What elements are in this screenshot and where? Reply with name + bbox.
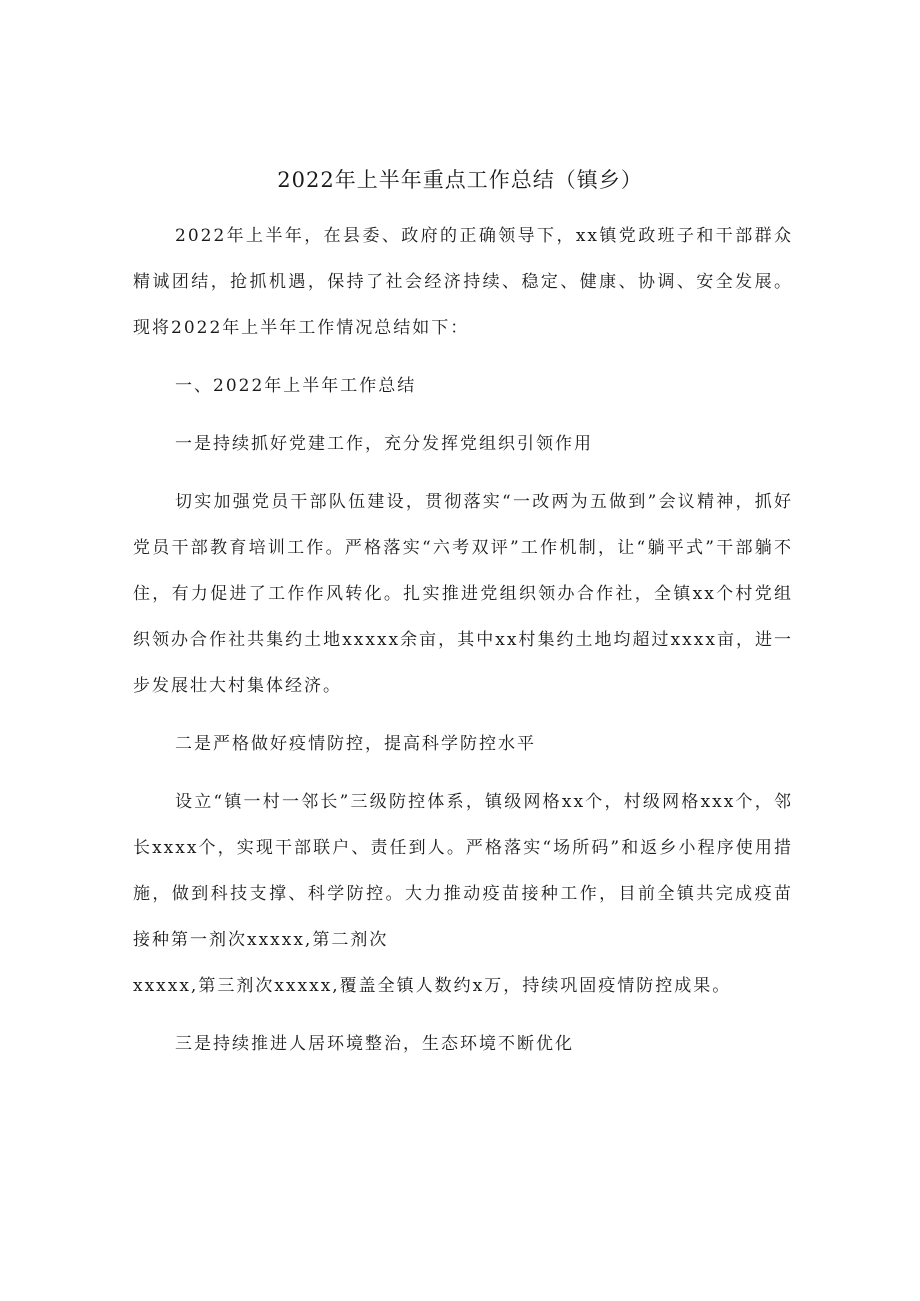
document-title: 2022年上半年重点工作总结（镇乡） (277, 168, 643, 192)
epidemic-control-continuation: xxxxx,第三剂次xxxxx,覆盖全镇人数约x万，持续巩固疫情防控成果。 (133, 976, 732, 996)
section-heading-1: 一、2022年上半年工作总结 (175, 376, 417, 396)
epidemic-control-paragraph: 设立“镇一村一邻长”三级防控体系，镇级网格xx个，村级网格xxx个，邻长xxxx个，实现干部联户、责任到人。严格落实“场所码”和返乡小程序使用措施，做到科技支撑、科学防控。大力推动疫苗接种工作，目前全镇共完成疫苗接种第一剂次xxxxx,第二剂次 (133, 792, 793, 950)
subsection-heading-2: 二是严格做好疫情防控，提高科学防控水平 (175, 734, 536, 754)
intro-paragraph: 2022年上半年，在县委、政府的正确领导下，xx镇党政班子和干部群众精诚团结，抢抓机遇，保持了社会经济持续、稳定、健康、协调、安全发展。现将2022年上半年工作情况总结如下： (133, 226, 793, 338)
document-body (133, 213, 793, 1079)
party-building-paragraph: 切实加强党员干部队伍建设，贯彻落实“一改两为五做到”会议精神，抓好党员干部教育培训工作。严格落实“六考双评”工作机制，让“躺平式”干部躺不住，有力促进了工作作风转化。扎实推进党组织领办合作社，全镇xx个村党组织领办合作社共集约土地xxxxx余亩，其中xx村集约土地均超过xxxx亩，进一步发展壮大村集体经济。 (133, 492, 793, 696)
subsection-heading-1: 一是持续抓好党建工作，充分发挥党组织引领作用 (175, 434, 593, 454)
subsection-heading-3: 三是持续推进人居环境整治，生态环境不断优化 (175, 1034, 574, 1054)
